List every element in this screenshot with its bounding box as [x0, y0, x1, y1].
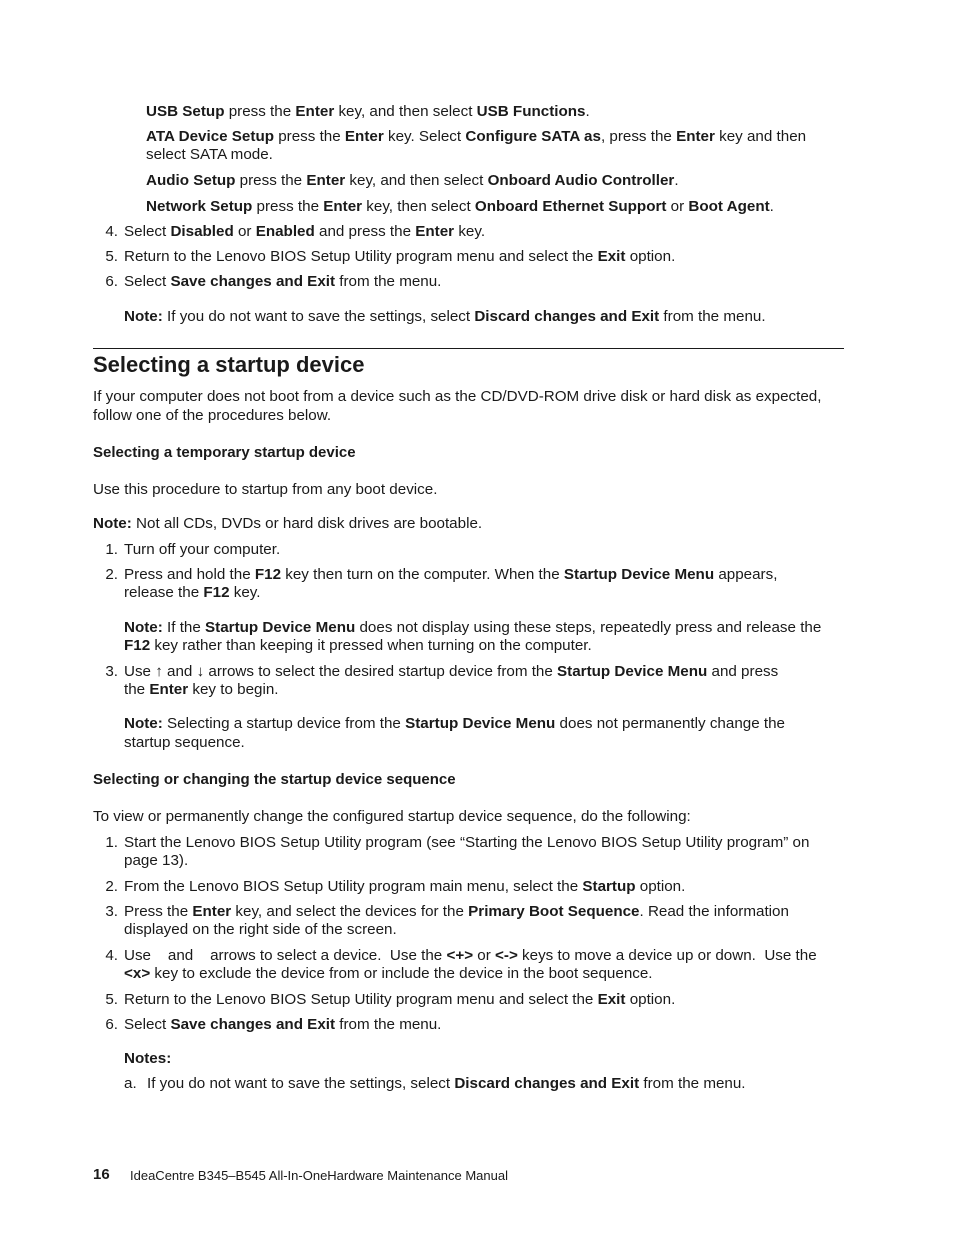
temp-step-1-text: Turn off your computer.: [124, 541, 281, 558]
step-number: 1.: [105, 541, 118, 558]
seq-step-3-line2: displayed on the right side of the screen.: [124, 921, 397, 938]
step-5-text: Return to the Lenovo BIOS Setup Utility program menu and select the Exit option.: [124, 248, 676, 265]
seq-step-1-text: Start the Lenovo BIOS Setup Utility program (see “Starting the Lenovo BIOS Setup Utility program” on: [124, 834, 810, 851]
note-discard: Note: If you do not want to save the settings, select Discard changes and Exit from the menu.: [124, 308, 766, 325]
section-divider: [93, 348, 844, 349]
step-number: 6.: [105, 273, 118, 290]
temp-intro: Use this procedure to startup from any boot device.: [93, 481, 438, 498]
step-number: 2.: [105, 566, 118, 583]
seq-step-2-text: From the Lenovo BIOS Setup Utility program main menu, select the Startup option.: [124, 878, 686, 895]
manual-title: IdeaCentre B345–B545 All-In-OneHardware Maintenance Manual: [130, 1168, 508, 1183]
section-title: Selecting a startup device: [93, 352, 365, 377]
seq-step-5-text: Return to the Lenovo BIOS Setup Utility program menu and select the Exit option.: [124, 991, 676, 1008]
step-number: 4.: [105, 223, 118, 240]
subheading-temporary: Selecting a temporary startup device: [93, 444, 356, 461]
section-intro-line1: If your computer does not boot from a device such as the CD/DVD-ROM drive disk or hard disk as expected,: [93, 388, 822, 405]
step-number: 3.: [105, 903, 118, 920]
step-number: 2.: [105, 878, 118, 895]
network-setup-item: Network Setup press the Enter key, then select Onboard Ethernet Support or Boot Agent.: [146, 198, 774, 215]
seq-step-6-text: Select Save changes and Exit from the menu.: [124, 1016, 442, 1033]
note-startup-menu: Note: If the Startup Device Menu does not display using these steps, repeatedly press and release the: [124, 619, 822, 636]
seq-step-4-text: Use and arrows to select a device. Use the <+> or <-> keys to move a device up or down. Use the: [124, 947, 817, 964]
temp-step-2-line2: release the F12 key.: [124, 584, 261, 601]
seq-intro: To view or permanently change the configured startup device sequence, do the following:: [93, 808, 691, 825]
note-permanent-line2: startup sequence.: [124, 734, 245, 751]
audio-setup-item: Audio Setup press the Enter key, and then select Onboard Audio Controller.: [146, 172, 679, 189]
note-permanent: Note: Selecting a startup device from the Startup Device Menu does not permanently change the: [124, 715, 785, 732]
step-6-text: Select Save changes and Exit from the menu.: [124, 273, 442, 290]
sub-step-letter: a.: [124, 1075, 137, 1092]
usb-setup-item: USB Setup press the Enter key, and then select USB Functions.: [146, 103, 590, 120]
step-number: 4.: [105, 947, 118, 964]
subheading-sequence: Selecting or changing the startup device sequence: [93, 771, 456, 788]
step-number: 3.: [105, 663, 118, 680]
seq-step-1-line2: page 13).: [124, 852, 189, 869]
step-number: 5.: [105, 248, 118, 265]
seq-step-4-line2: <x> key to exclude the device from or include the device in the boot sequence.: [124, 965, 653, 982]
temp-step-3-text: Use ↑ and ↓ arrows to select the desired startup device from the Startup Device Menu and press: [124, 663, 779, 680]
sub-step-a-text: If you do not want to save the settings, select Discard changes and Exit from the menu.: [147, 1075, 746, 1092]
section-intro-line2: follow one of the procedures below.: [93, 407, 332, 424]
step-number: 1.: [105, 834, 118, 851]
step-4-text: Select Disabled or Enabled and press the Enter key.: [124, 223, 486, 240]
note-startup-menu-line2: F12 key rather than keeping it pressed when turning on the computer.: [124, 637, 592, 654]
temp-step-3-line2: the Enter key to begin.: [124, 681, 279, 698]
notes-heading: Notes:: [124, 1050, 172, 1067]
ata-setup-item: ATA Device Setup press the Enter key. Select Configure SATA as, press the Enter key and then: [146, 128, 807, 145]
step-number: 6.: [105, 1016, 118, 1033]
ata-setup-item-line2: select SATA mode.: [146, 146, 273, 163]
seq-step-3-text: Press the Enter key, and select the devices for the Primary Boot Sequence. Read the information: [124, 903, 789, 920]
page-number: 16: [93, 1166, 110, 1183]
step-number: 5.: [105, 991, 118, 1008]
temp-step-2-text: Press and hold the F12 key then turn on the computer. When the Startup Device Menu appears,: [124, 566, 778, 583]
note-bootable: Note: Not all CDs, DVDs or hard disk drives are bootable.: [93, 515, 483, 532]
